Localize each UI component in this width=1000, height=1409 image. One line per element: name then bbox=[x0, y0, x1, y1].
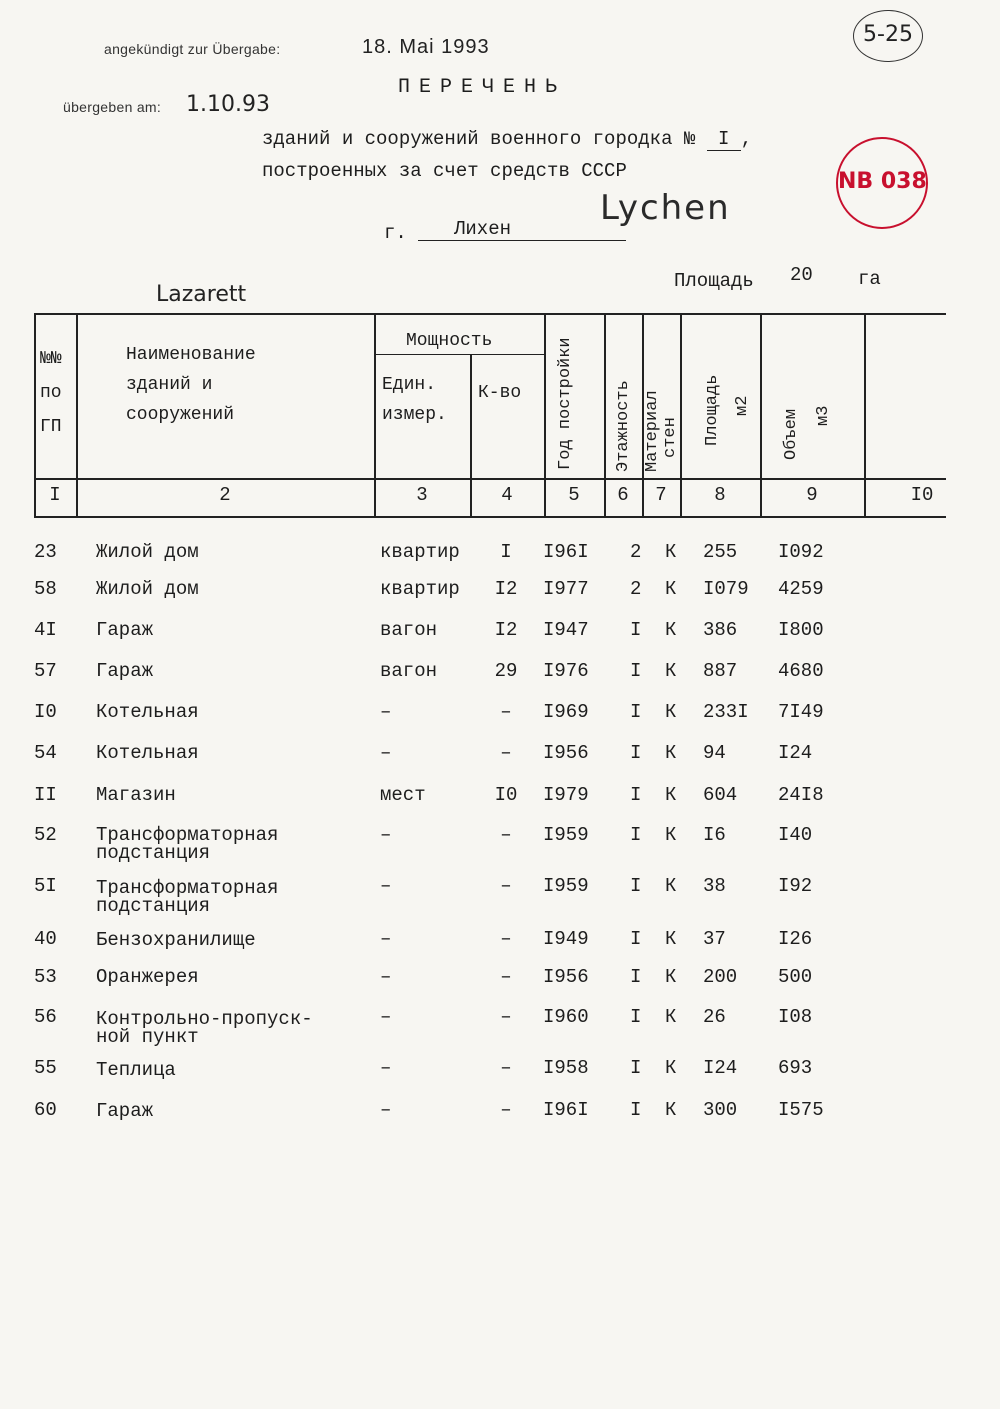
cell-floors: I bbox=[630, 701, 642, 723]
cell-material: К bbox=[665, 701, 677, 723]
cell-year: I956 bbox=[543, 966, 589, 988]
header-volume-line2: м3 bbox=[814, 405, 833, 426]
cell-year: I979 bbox=[543, 784, 589, 806]
cell-no: 4I bbox=[34, 619, 57, 641]
cell-unit: – bbox=[380, 701, 392, 723]
area-label: Площадь bbox=[674, 270, 754, 292]
cell-qty: – bbox=[500, 1006, 512, 1028]
column-number: 2 bbox=[219, 484, 231, 506]
cell-name: Жилой дом bbox=[96, 578, 199, 600]
header-area-line1: Площадь bbox=[703, 374, 722, 446]
cell-qty: – bbox=[500, 1099, 512, 1121]
column-number: I bbox=[49, 484, 61, 506]
cell-year: I959 bbox=[543, 875, 589, 897]
cell-name: Магазин bbox=[96, 784, 176, 806]
cell-material: К bbox=[665, 742, 677, 764]
subtitle-line1: зданий и сооружений военного городка № I , bbox=[262, 128, 753, 150]
header-area-line2: м2 bbox=[733, 395, 752, 416]
cell-year: I960 bbox=[543, 1006, 589, 1028]
cell-floors: I bbox=[630, 619, 642, 641]
cell-year: I959 bbox=[543, 824, 589, 846]
cell-no: 53 bbox=[34, 966, 57, 988]
cell-no: I0 bbox=[34, 701, 57, 723]
cell-volume: I40 bbox=[778, 824, 813, 846]
header-name bbox=[126, 340, 256, 430]
header-unit bbox=[382, 370, 447, 430]
cell-area: I079 bbox=[703, 578, 749, 600]
cell-material: К bbox=[665, 1006, 677, 1028]
cell-floors: I bbox=[630, 824, 642, 846]
cell-floors: I bbox=[630, 875, 642, 897]
cell-material: К bbox=[665, 875, 677, 897]
cell-no: II bbox=[34, 784, 57, 806]
header-volume bbox=[776, 406, 840, 460]
cell-qty: – bbox=[500, 928, 512, 950]
cell-floors: I bbox=[630, 928, 642, 950]
cell-material: К bbox=[665, 966, 677, 988]
header-no-line3: ГП bbox=[40, 417, 62, 437]
cell-floors: I bbox=[630, 1099, 642, 1121]
cell-area: 94 bbox=[703, 742, 726, 764]
cell-no: 55 bbox=[34, 1057, 57, 1079]
cell-floors: I bbox=[630, 784, 642, 806]
cell-unit: – bbox=[380, 824, 392, 846]
cell-area: 887 bbox=[703, 660, 738, 682]
cell-volume: I24 bbox=[778, 742, 813, 764]
cell-area: I6 bbox=[703, 824, 726, 846]
cell-area: 233I bbox=[703, 701, 749, 723]
cell-material: К bbox=[665, 660, 677, 682]
cell-volume: I575 bbox=[778, 1099, 824, 1121]
cell-qty: – bbox=[500, 701, 512, 723]
cell-floors: I bbox=[630, 966, 642, 988]
cell-unit: вагон bbox=[380, 619, 438, 641]
cell-name-continued: ной пункт bbox=[96, 1026, 199, 1048]
archive-stamp: NB 038 bbox=[836, 137, 928, 229]
cell-qty: – bbox=[500, 1057, 512, 1079]
header-material-line2: стен bbox=[661, 417, 680, 458]
header-floors: Этажность bbox=[614, 380, 633, 472]
cell-no: 5I bbox=[34, 875, 57, 897]
cell-volume: I08 bbox=[778, 1006, 813, 1028]
table-header-divider bbox=[34, 478, 946, 480]
cell-qty: I bbox=[500, 541, 512, 563]
cell-qty: – bbox=[500, 966, 512, 988]
header-name-line1: Наименование bbox=[126, 345, 256, 365]
cell-name: Контрольно-пропуск- bbox=[96, 1008, 313, 1030]
table-number-divider bbox=[34, 516, 946, 518]
cell-no: 58 bbox=[34, 578, 57, 600]
cell-name: Трансформаторная bbox=[96, 877, 279, 899]
column-number: 7 bbox=[655, 484, 667, 506]
cell-floors: 2 bbox=[630, 541, 642, 563]
cell-year: I976 bbox=[543, 660, 589, 682]
cell-no: 57 bbox=[34, 660, 57, 682]
cell-year: I947 bbox=[543, 619, 589, 641]
handed-date: 1.10.93 bbox=[186, 92, 270, 117]
header-name-line2: зданий и bbox=[126, 375, 213, 395]
city-name: Лихен bbox=[418, 218, 626, 241]
cell-floors: I bbox=[630, 1006, 642, 1028]
cell-no: 56 bbox=[34, 1006, 57, 1028]
column-number: I0 bbox=[910, 484, 934, 506]
area-value: 20 bbox=[790, 264, 813, 286]
column-number: 9 bbox=[806, 484, 818, 506]
cell-unit: мест bbox=[380, 784, 426, 806]
cell-name: Гараж bbox=[96, 619, 154, 641]
town-number: I bbox=[707, 128, 741, 151]
header-unit-line1: Един. bbox=[382, 375, 437, 395]
column-number: 6 bbox=[617, 484, 629, 506]
header-no-line1: №№ bbox=[40, 349, 62, 369]
cell-qty: – bbox=[500, 742, 512, 764]
cell-no: 40 bbox=[34, 928, 57, 950]
header-year: Год постройки bbox=[556, 337, 575, 470]
area-unit: га bbox=[858, 268, 881, 290]
cell-qty: 29 bbox=[494, 660, 518, 682]
cell-unit: – bbox=[380, 928, 392, 950]
cell-year: I96I bbox=[543, 1099, 589, 1121]
header-qty: К-во bbox=[478, 383, 522, 403]
cell-floors: I bbox=[630, 1057, 642, 1079]
handed-label: übergeben am: bbox=[63, 99, 162, 115]
handwritten-note: Lazarett bbox=[156, 282, 247, 307]
column-number: 3 bbox=[416, 484, 428, 506]
header-material bbox=[644, 390, 680, 472]
header-volume-line1: Объем bbox=[782, 408, 801, 460]
header-unit-line2: измер. bbox=[382, 405, 447, 425]
column-number: 4 bbox=[501, 484, 513, 506]
cell-unit: – bbox=[380, 1006, 392, 1028]
column-number: 8 bbox=[714, 484, 726, 506]
cell-floors: I bbox=[630, 742, 642, 764]
cell-area: 38 bbox=[703, 875, 726, 897]
cell-year: I96I bbox=[543, 541, 589, 563]
cell-material: К bbox=[665, 928, 677, 950]
cell-year: I956 bbox=[543, 742, 589, 764]
cell-qty: I0 bbox=[494, 784, 518, 806]
cell-no: 54 bbox=[34, 742, 57, 764]
cell-area: 200 bbox=[703, 966, 738, 988]
cell-volume: 693 bbox=[778, 1057, 813, 1079]
cell-qty: – bbox=[500, 824, 512, 846]
cell-year: I977 bbox=[543, 578, 589, 600]
cell-volume: 7I49 bbox=[778, 701, 824, 723]
cell-unit: квартир bbox=[380, 578, 460, 600]
cell-year: I969 bbox=[543, 701, 589, 723]
cell-area: I24 bbox=[703, 1057, 738, 1079]
cell-unit: квартир bbox=[380, 541, 460, 563]
cell-volume: I092 bbox=[778, 541, 824, 563]
cell-unit: вагон bbox=[380, 660, 438, 682]
cell-material: К bbox=[665, 1099, 677, 1121]
header-capacity: Мощность bbox=[406, 331, 493, 351]
cell-name: Жилой дом bbox=[96, 541, 199, 563]
cell-floors: I bbox=[630, 660, 642, 682]
cell-volume: 500 bbox=[778, 966, 813, 988]
city-handwritten: Lychen bbox=[600, 188, 731, 228]
cell-name: Котельная bbox=[96, 742, 199, 764]
subtitle-text: зданий и сооружений военного городка № bbox=[262, 128, 696, 150]
cell-year: I958 bbox=[543, 1057, 589, 1079]
cell-floors: 2 bbox=[630, 578, 642, 600]
cell-unit: – bbox=[380, 966, 392, 988]
cell-no: 60 bbox=[34, 1099, 57, 1121]
cell-name-continued: подстанция bbox=[96, 842, 211, 864]
cell-volume: I92 bbox=[778, 875, 813, 897]
cell-qty: I2 bbox=[494, 619, 518, 641]
cell-name: Гараж bbox=[96, 1100, 154, 1122]
cell-material: К bbox=[665, 1057, 677, 1079]
cell-no: 23 bbox=[34, 541, 57, 563]
cell-area: 604 bbox=[703, 784, 738, 806]
cell-area: 300 bbox=[703, 1099, 738, 1121]
announced-label: angekündigt zur Übergabe: bbox=[104, 41, 281, 57]
column-number: 5 bbox=[568, 484, 580, 506]
cell-material: К bbox=[665, 824, 677, 846]
cell-qty: – bbox=[500, 875, 512, 897]
cell-area: 386 bbox=[703, 619, 738, 641]
cell-unit: – bbox=[380, 1057, 392, 1079]
cell-name: Гараж bbox=[96, 660, 154, 682]
document-title: ПЕРЕЧЕНЬ bbox=[398, 76, 567, 99]
cell-unit: – bbox=[380, 742, 392, 764]
page-reference: 5-25 bbox=[853, 10, 923, 62]
cell-volume: 24I8 bbox=[778, 784, 824, 806]
cell-name: Трансформаторная bbox=[96, 824, 279, 846]
cell-unit: – bbox=[380, 1099, 392, 1121]
cell-volume: I26 bbox=[778, 928, 813, 950]
cell-name-continued: подстанция bbox=[96, 895, 211, 917]
cell-name: Бензохранилище bbox=[96, 929, 256, 951]
cell-material: К bbox=[665, 578, 677, 600]
city-prefix: г. bbox=[384, 222, 407, 244]
cell-name: Оранжерея bbox=[96, 966, 199, 988]
cell-name: Теплица bbox=[96, 1059, 176, 1081]
header-no-line2: по bbox=[40, 383, 62, 403]
cell-volume: I800 bbox=[778, 619, 824, 641]
table-top-border bbox=[34, 313, 946, 315]
cell-volume: 4680 bbox=[778, 660, 824, 682]
cell-material: К bbox=[665, 541, 677, 563]
subtitle-line2: построенных за счет средств СССР bbox=[262, 160, 627, 182]
header-material-line1: Материал bbox=[643, 390, 662, 472]
header-name-line3: сооружений bbox=[126, 405, 235, 425]
cell-material: К bbox=[665, 619, 677, 641]
cell-qty: I2 bbox=[494, 578, 518, 600]
cell-area: 255 bbox=[703, 541, 738, 563]
cell-area: 26 bbox=[703, 1006, 726, 1028]
cell-unit: – bbox=[380, 875, 392, 897]
cell-year: I949 bbox=[543, 928, 589, 950]
announced-date: 18. Mai 1993 bbox=[362, 36, 490, 58]
cell-no: 52 bbox=[34, 824, 57, 846]
cell-name: Котельная bbox=[96, 701, 199, 723]
header-area bbox=[698, 375, 758, 446]
cell-material: К bbox=[665, 784, 677, 806]
cell-area: 37 bbox=[703, 928, 726, 950]
cell-volume: 4259 bbox=[778, 578, 824, 600]
header-no bbox=[40, 342, 62, 444]
